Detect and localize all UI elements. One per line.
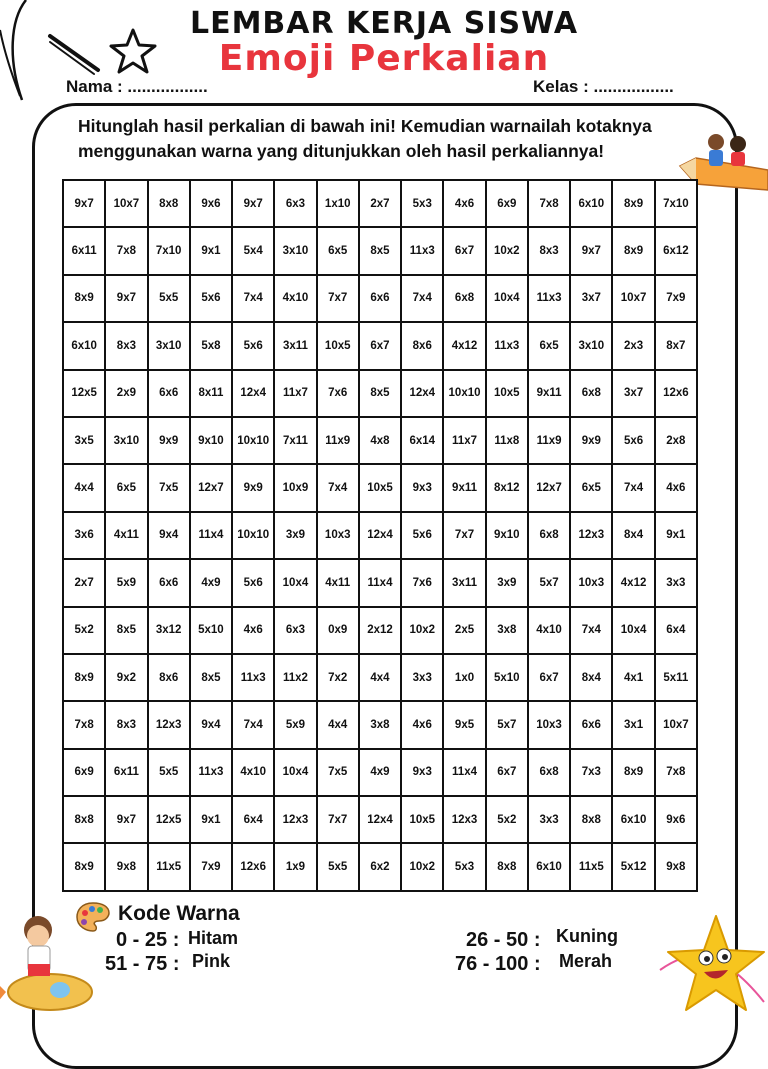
grid-row	[63, 275, 697, 322]
grid-cell[interactable]: 3x10	[148, 322, 190, 369]
grid-cell[interactable]: 12x7	[528, 464, 570, 511]
grid-cell[interactable]: 11x7	[443, 417, 485, 464]
color-key-color: Kuning	[556, 926, 618, 946]
grid-cell[interactable]: 8x9	[612, 227, 654, 274]
grid-cell[interactable]: 3x3	[528, 796, 570, 843]
grid-cell[interactable]: 2x3	[612, 322, 654, 369]
grid-cell[interactable]: 10x10	[232, 512, 274, 559]
worksheet-subtitle: Emoji Perkalian	[218, 38, 550, 79]
grid-cell[interactable]: 6x4	[232, 796, 274, 843]
grid-cell[interactable]: 7x4	[232, 701, 274, 748]
grid-cell[interactable]: 6x6	[148, 559, 190, 606]
grid-cell[interactable]: 10x4	[612, 607, 654, 654]
grid-cell[interactable]: 8x9	[63, 843, 105, 891]
grid-cell[interactable]: 8x5	[359, 227, 401, 274]
grid-cell[interactable]: 5x4	[232, 227, 274, 274]
grid-cell[interactable]: 9x8	[105, 843, 147, 891]
grid-cell[interactable]: 9x7	[63, 180, 105, 227]
grid-cell[interactable]: 7x9	[190, 843, 232, 891]
grid-cell[interactable]: 9x3	[401, 464, 443, 511]
color-key-range: 26 - 50 :	[466, 929, 541, 951]
grid-cell[interactable]: 6x5	[317, 227, 359, 274]
grid-cell[interactable]: 11x4	[443, 749, 485, 796]
grid-row	[63, 180, 697, 227]
grid-cell[interactable]: 4x6	[401, 701, 443, 748]
grid-row	[63, 417, 697, 464]
grid-cell[interactable]: 7x8	[105, 227, 147, 274]
grid-cell[interactable]: 10x7	[612, 275, 654, 322]
grid-cell[interactable]: 10x4	[274, 749, 316, 796]
grid-cell[interactable]: 6x7	[528, 654, 570, 701]
grid-cell[interactable]: 1x9	[274, 843, 316, 891]
grid-cell[interactable]: 12x6	[655, 370, 697, 417]
grid-row	[63, 322, 697, 369]
grid-cell[interactable]: 7x5	[148, 464, 190, 511]
grid-cell[interactable]: 2x5	[443, 607, 485, 654]
color-key-title: Kode Warna	[118, 902, 240, 925]
grid-cell[interactable]: 7x11	[274, 417, 316, 464]
grid-cell[interactable]: 7x3	[570, 749, 612, 796]
grid-cell[interactable]: 5x9	[274, 701, 316, 748]
grid-cell[interactable]: 6x7	[359, 322, 401, 369]
grid-cell[interactable]: 10x3	[528, 701, 570, 748]
grid-cell[interactable]: 7x9	[655, 275, 697, 322]
grid-cell[interactable]: 9x9	[148, 417, 190, 464]
grid-cell[interactable]: 11x3	[232, 654, 274, 701]
grid-cell[interactable]: 5x6	[612, 417, 654, 464]
grid-cell[interactable]: 6x10	[612, 796, 654, 843]
grid-cell[interactable]: 8x5	[359, 370, 401, 417]
grid-cell[interactable]: 12x3	[570, 512, 612, 559]
grid-cell[interactable]: 9x7	[232, 180, 274, 227]
grid-cell[interactable]: 6x6	[359, 275, 401, 322]
grid-cell[interactable]: 10x5	[401, 796, 443, 843]
grid-cell[interactable]: 5x2	[486, 796, 528, 843]
grid-cell[interactable]: 2x12	[359, 607, 401, 654]
grid-cell[interactable]: 9x1	[190, 227, 232, 274]
worksheet-title: LEMBAR KERJA SISWA	[189, 6, 579, 41]
grid-cell[interactable]: 5x2	[63, 607, 105, 654]
grid-cell[interactable]: 5x3	[401, 180, 443, 227]
grid-cell[interactable]: 6x3	[274, 607, 316, 654]
grid-cell[interactable]: 3x7	[612, 370, 654, 417]
grid-cell[interactable]: 7x4	[232, 275, 274, 322]
grid-cell[interactable]: 12x4	[401, 370, 443, 417]
grid-cell[interactable]: 4x10	[274, 275, 316, 322]
grid-cell[interactable]: 7x8	[63, 701, 105, 748]
grid-cell[interactable]: 11x9	[317, 417, 359, 464]
grid-cell[interactable]: 4x6	[443, 180, 485, 227]
grid-cell[interactable]: 3x12	[148, 607, 190, 654]
grid-cell[interactable]: 4x12	[612, 559, 654, 606]
grid-cell[interactable]: 4x6	[232, 607, 274, 654]
instruction-text: Hitunglah hasil perkalian di bawah ini! Kemudian warnailah kotaknya menggunakan warna yang ditunjukkan oleh hasil perkaliannya!	[78, 116, 652, 161]
grid-cell[interactable]: 5x3	[443, 843, 485, 891]
grid-cell[interactable]: 3x6	[63, 512, 105, 559]
grid-cell[interactable]: 10x10	[232, 417, 274, 464]
grid-row	[63, 749, 697, 796]
grid-cell[interactable]: 0x9	[317, 607, 359, 654]
grid-cell[interactable]: 9x11	[443, 464, 485, 511]
name-field[interactable]: Nama : .................	[66, 77, 208, 96]
grid-cell[interactable]: 11x3	[486, 322, 528, 369]
grid-cell[interactable]: 2x9	[105, 370, 147, 417]
color-key-color: Pink	[192, 951, 231, 971]
grid-cell[interactable]: 7x7	[317, 796, 359, 843]
grid-cell[interactable]: 10x5	[486, 370, 528, 417]
grid-cell[interactable]: 2x8	[655, 417, 697, 464]
grid-cell[interactable]: 3x10	[274, 227, 316, 274]
grid-cell[interactable]: 4x10	[528, 607, 570, 654]
grid-cell[interactable]: 10x3	[317, 512, 359, 559]
grid-cell[interactable]: 12x3	[443, 796, 485, 843]
grid-cell[interactable]: 8x4	[612, 512, 654, 559]
grid-cell[interactable]: 9x10	[190, 417, 232, 464]
grid-cell[interactable]: 7x8	[528, 180, 570, 227]
grid-cell[interactable]: 3x5	[63, 417, 105, 464]
grid-cell[interactable]: 8x4	[570, 654, 612, 701]
grid-row	[63, 227, 697, 274]
grid-cell[interactable]: 12x5	[148, 796, 190, 843]
grid-cell[interactable]: 7x10	[148, 227, 190, 274]
grid-cell[interactable]: 7x8	[655, 749, 697, 796]
grid-cell[interactable]: 7x4	[570, 607, 612, 654]
grid-cell[interactable]: 9x6	[190, 180, 232, 227]
grid-cell[interactable]: 8x9	[612, 749, 654, 796]
grid-cell[interactable]: 3x9	[486, 559, 528, 606]
grid-cell[interactable]: 6x7	[443, 227, 485, 274]
grid-cell[interactable]: 5x10	[190, 607, 232, 654]
grid-cell[interactable]: 11x4	[190, 512, 232, 559]
grid-cell[interactable]: 9x6	[655, 796, 697, 843]
grid-cell[interactable]: 6x6	[570, 701, 612, 748]
grid-cell[interactable]: 11x8	[486, 417, 528, 464]
grid-cell[interactable]: 7x7	[317, 275, 359, 322]
grid-cell[interactable]: 6x10	[63, 322, 105, 369]
grid-cell[interactable]: 9x7	[105, 796, 147, 843]
grid-cell[interactable]: 12x4	[232, 370, 274, 417]
grid-cell[interactable]: 3x3	[655, 559, 697, 606]
grid-cell[interactable]: 10x2	[401, 607, 443, 654]
multiplication-grid	[62, 179, 698, 892]
grid-cell[interactable]: 3x11	[443, 559, 485, 606]
grid-cell[interactable]: 12x3	[148, 701, 190, 748]
grid-cell[interactable]: 11x3	[401, 227, 443, 274]
grid-cell[interactable]: 9x7	[105, 275, 147, 322]
grid-cell[interactable]: 3x8	[486, 607, 528, 654]
color-key-range: 0 - 25 :	[116, 929, 180, 951]
grid-cell[interactable]: 8x11	[190, 370, 232, 417]
grid-cell[interactable]: 9x10	[486, 512, 528, 559]
grid-cell[interactable]: 6x8	[528, 749, 570, 796]
grid-cell[interactable]: 6x2	[359, 843, 401, 891]
grid-cell[interactable]: 6x10	[570, 180, 612, 227]
color-key-color: Merah	[559, 951, 613, 971]
grid-cell[interactable]: 8x6	[148, 654, 190, 701]
grid-cell[interactable]: 9x9	[570, 417, 612, 464]
grid-cell[interactable]: 11x7	[274, 370, 316, 417]
grid-cell[interactable]: 6x12	[655, 227, 697, 274]
grid-cell[interactable]: 6x3	[274, 180, 316, 227]
grid-cell[interactable]: 4x1	[612, 654, 654, 701]
grid-cell[interactable]: 8x5	[105, 607, 147, 654]
grid-cell[interactable]: 11x5	[570, 843, 612, 891]
grid-cell[interactable]: 7x5	[317, 749, 359, 796]
grid-row	[63, 843, 697, 891]
grid-cell[interactable]: 9x4	[148, 512, 190, 559]
grid-cell[interactable]: 7x6	[317, 370, 359, 417]
grid-cell[interactable]: 10x3	[570, 559, 612, 606]
grid-cell[interactable]: 9x2	[105, 654, 147, 701]
grid-cell[interactable]: 6x6	[148, 370, 190, 417]
grid-cell[interactable]: 10x2	[486, 227, 528, 274]
grid-cell[interactable]: 10x4	[274, 559, 316, 606]
grid-cell[interactable]: 6x11	[105, 749, 147, 796]
grid-cell[interactable]: 7x4	[612, 464, 654, 511]
grid-cell[interactable]: 8x8	[570, 796, 612, 843]
grid-cell[interactable]: 7x4	[401, 275, 443, 322]
grid-row	[63, 701, 697, 748]
grid-cell[interactable]: 9x7	[570, 227, 612, 274]
grid-cell[interactable]: 3x11	[274, 322, 316, 369]
grid-cell[interactable]: 6x8	[528, 512, 570, 559]
grid-row	[63, 607, 697, 654]
grid-cell[interactable]: 4x11	[317, 559, 359, 606]
grid-cell[interactable]: 12x7	[190, 464, 232, 511]
grid-cell[interactable]: 5x5	[148, 749, 190, 796]
grid-cell[interactable]: 4x4	[317, 701, 359, 748]
grid-cell[interactable]: 10x7	[105, 180, 147, 227]
grid-row	[63, 654, 697, 701]
grid-cell[interactable]: 8x9	[63, 654, 105, 701]
grid-cell[interactable]: 7x2	[317, 654, 359, 701]
grid-cell[interactable]: 8x5	[190, 654, 232, 701]
grid-cell[interactable]: 4x9	[359, 749, 401, 796]
grid-cell[interactable]: 1x10	[317, 180, 359, 227]
grid-cell[interactable]: 3x10	[570, 322, 612, 369]
grid-cell[interactable]: 3x10	[105, 417, 147, 464]
grid-cell[interactable]: 8x8	[63, 796, 105, 843]
grid-cell[interactable]: 3x7	[570, 275, 612, 322]
grid-cell[interactable]: 11x4	[359, 559, 401, 606]
grid-cell[interactable]: 11x3	[528, 275, 570, 322]
grid-row	[63, 559, 697, 606]
grid-row	[63, 796, 697, 843]
color-key-color: Hitam	[188, 928, 239, 948]
grid-cell[interactable]: 5x5	[317, 843, 359, 891]
grid-cell[interactable]: 8x12	[486, 464, 528, 511]
grid-cell[interactable]: 9x5	[443, 701, 485, 748]
grid-cell[interactable]: 5x7	[528, 559, 570, 606]
grid-cell[interactable]: 5x6	[232, 322, 274, 369]
grid-cell[interactable]: 2x7	[63, 559, 105, 606]
grid-cell[interactable]: 4x9	[190, 559, 232, 606]
grid-cell[interactable]: 11x5	[148, 843, 190, 891]
grid-cell[interactable]: 5x5	[148, 275, 190, 322]
grid-cell[interactable]: 6x8	[570, 370, 612, 417]
grid-cell[interactable]: 9x8	[655, 843, 697, 891]
grid-cell[interactable]: 4x4	[63, 464, 105, 511]
grid-cell[interactable]: 12x4	[359, 796, 401, 843]
grid-row	[63, 370, 697, 417]
grid-cell[interactable]: 6x4	[655, 607, 697, 654]
grid-cell[interactable]: 8x9	[63, 275, 105, 322]
grid-cell[interactable]: 11x2	[274, 654, 316, 701]
grid-cell[interactable]: 3x3	[401, 654, 443, 701]
grid-cell[interactable]: 5x6	[232, 559, 274, 606]
grid-cell[interactable]: 6x9	[486, 180, 528, 227]
grid-cell[interactable]: 12x5	[63, 370, 105, 417]
grid-cell[interactable]: 8x3	[105, 701, 147, 748]
class-field[interactable]: Kelas : .................	[533, 77, 674, 96]
palette-icon	[75, 901, 111, 933]
star-emoji-illustration	[656, 912, 768, 1024]
grid-cell[interactable]: 4x8	[359, 417, 401, 464]
grid-cell[interactable]: 8x3	[105, 322, 147, 369]
color-key-range: 51 - 75 :	[105, 953, 180, 975]
grid-cell[interactable]: 6x14	[401, 417, 443, 464]
grid-cell[interactable]: 6x5	[105, 464, 147, 511]
grid-cell[interactable]: 8x9	[612, 180, 654, 227]
grid-cell[interactable]: 5x8	[190, 322, 232, 369]
grid-cell[interactable]: 6x11	[63, 227, 105, 274]
grid-cell[interactable]: 8x8	[148, 180, 190, 227]
grid-cell[interactable]: 8x8	[486, 843, 528, 891]
grid-cell[interactable]: 4x6	[655, 464, 697, 511]
grid-cell[interactable]: 9x11	[528, 370, 570, 417]
grid-cell[interactable]: 11x3	[190, 749, 232, 796]
grid-cell[interactable]: 9x1	[655, 512, 697, 559]
grid-cell[interactable]: 5x12	[612, 843, 654, 891]
grid-cell[interactable]: 10x9	[274, 464, 316, 511]
grid-cell[interactable]: 7x4	[317, 464, 359, 511]
grid-cell[interactable]: 6x5	[528, 322, 570, 369]
grid-cell[interactable]: 5x6	[401, 512, 443, 559]
grid-cell[interactable]: 6x5	[570, 464, 612, 511]
grid-cell[interactable]: 4x11	[105, 512, 147, 559]
grid-cell[interactable]: 1x0	[443, 654, 485, 701]
grid-cell[interactable]: 5x10	[486, 654, 528, 701]
grid-cell[interactable]: 7x10	[655, 180, 697, 227]
grid-cell[interactable]: 5x9	[105, 559, 147, 606]
grid-cell[interactable]: 3x9	[274, 512, 316, 559]
grid-cell[interactable]: 9x1	[190, 796, 232, 843]
grid-cell[interactable]: 6x9	[63, 749, 105, 796]
grid-cell[interactable]: 3x8	[359, 701, 401, 748]
grid-cell[interactable]: 5x7	[486, 701, 528, 748]
grid-cell[interactable]: 5x11	[655, 654, 697, 701]
grid-cell[interactable]: 8x6	[401, 322, 443, 369]
grid-cell[interactable]: 8x3	[528, 227, 570, 274]
grid-cell[interactable]: 3x1	[612, 701, 654, 748]
grid-cell[interactable]: 12x6	[232, 843, 274, 891]
grid-cell[interactable]: 9x4	[190, 701, 232, 748]
grid-cell[interactable]: 5x6	[190, 275, 232, 322]
grid-cell[interactable]: 10x4	[486, 275, 528, 322]
grid-cell[interactable]: 10x7	[655, 701, 697, 748]
grid-cell[interactable]: 10x5	[359, 464, 401, 511]
grid-row	[63, 464, 697, 511]
grid-cell[interactable]: 7x7	[443, 512, 485, 559]
grid-cell[interactable]: 6x7	[486, 749, 528, 796]
grid-cell[interactable]: 2x7	[359, 180, 401, 227]
grid-cell[interactable]: 9x9	[232, 464, 274, 511]
grid-cell[interactable]: 11x9	[528, 417, 570, 464]
color-key-range: 76 - 100 :	[455, 953, 541, 975]
grid-cell[interactable]: 7x6	[401, 559, 443, 606]
grid-cell[interactable]: 4x4	[359, 654, 401, 701]
grid-cell[interactable]: 6x10	[528, 843, 570, 891]
grid-cell[interactable]: 12x3	[274, 796, 316, 843]
grid-cell[interactable]: 8x7	[655, 322, 697, 369]
grid-cell[interactable]: 12x4	[359, 512, 401, 559]
grid-cell[interactable]: 10x10	[443, 370, 485, 417]
grid-cell[interactable]: 10x5	[317, 322, 359, 369]
grid-cell[interactable]: 4x12	[443, 322, 485, 369]
grid-cell[interactable]: 6x8	[443, 275, 485, 322]
grid-cell[interactable]: 10x2	[401, 843, 443, 891]
grid-row	[63, 512, 697, 559]
grid-cell[interactable]: 9x3	[401, 749, 443, 796]
grid-cell[interactable]: 4x10	[232, 749, 274, 796]
